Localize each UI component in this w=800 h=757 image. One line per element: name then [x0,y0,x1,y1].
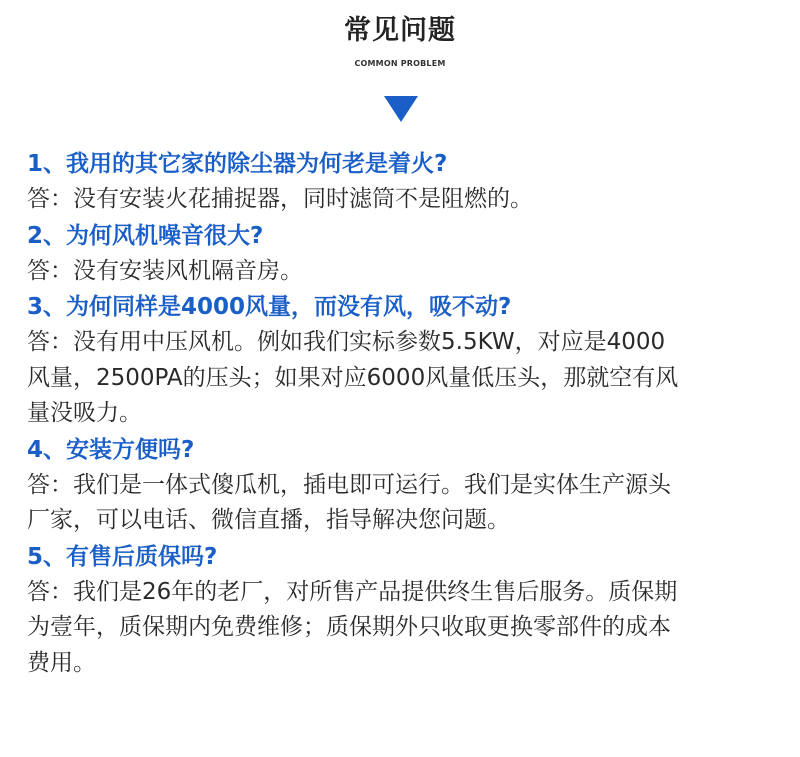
faq-item [27,289,777,432]
faq-answer-line: 风量，2500PA的压头；如果对应6000风量低压头，那就空有风 [27,364,679,391]
faq-answer-line: 答：我们是26年的老厂，对所售产品提供终生售后服务。质保期 [27,578,678,605]
page-title: 常见问题 [344,15,456,46]
faq-answer-line: 答：没有安装火花捕捉器，同时滤筒不是阻燃的。 [27,186,533,212]
faq-answer [27,575,777,682]
page-subtitle: COMMON PROBLEM [354,59,446,68]
faq-answer [27,182,777,218]
faq-answer-line: 答：我们是一体式傻瓜机，插电即可运行。我们是实体生产源头 [27,471,671,498]
faq-item [27,539,777,682]
faq-answer-line: 量没吸力。 [27,400,142,426]
faq-item [27,218,777,290]
faq-question: 1、我用的其它家的除尘器为何老是着火? [27,151,448,177]
faq-answer-line: 费用。 [27,649,96,676]
faq-question: 3、为何同样是4000风量，而没有风，吸不动? [27,294,512,320]
faq-answer-line: 为壹年，质保期内免费维修；质保期外只收取更换零部件的成本 [27,614,671,640]
triangle-down-icon [384,96,418,122]
faq-answer [27,325,777,432]
faq-answer-line: 答：没有安装风机隔音房。 [27,257,303,284]
faq-item [27,146,777,218]
faq-question: 4、安装方便吗? [27,436,195,463]
faq-list [27,146,777,681]
faq-answer-line: 厂家，可以电话、微信直播，指导解决您问题。 [27,507,510,533]
faq-answer [27,468,777,539]
faq-answer [27,254,777,290]
faq-item [27,432,777,539]
faq-question: 2、为何风机噪音很大? [27,222,264,249]
faq-answer-line: 答：没有用中压风机。例如我们实标参数5.5KW，对应是4000 [27,329,666,355]
faq-header [0,0,800,130]
faq-question: 5、有售后质保吗? [27,543,218,570]
